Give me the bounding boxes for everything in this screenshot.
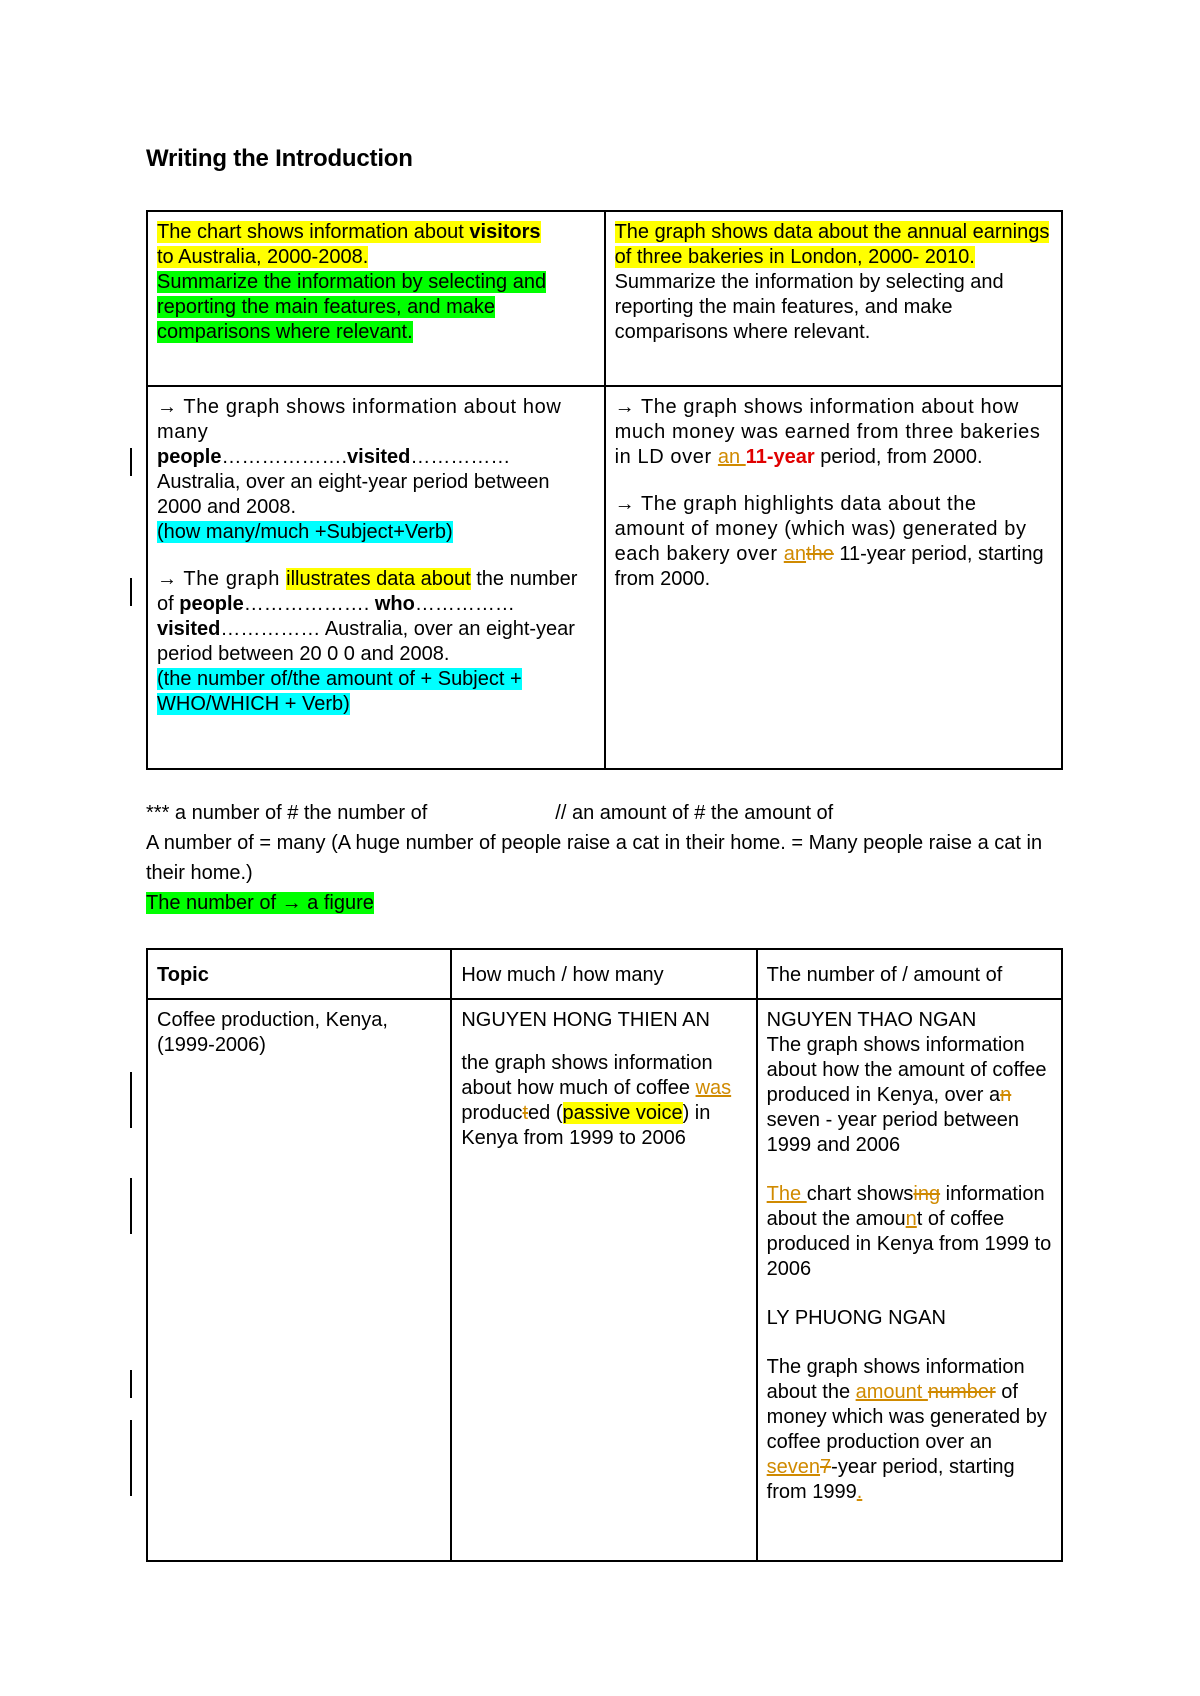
note-line: The number of → a figure [146,892,374,914]
table-header-row [147,949,1062,999]
header-how-much: How much / how many [451,949,756,999]
number-of-cell: NGUYEN THAO NGAN The graph shows information about how the amount of coffee produced in Kenya, over an seven - year period between 1999 and 2006 The chart showsing information about the amount of coffee produced in Kenya from 1999 to 2006 LY PHUONG NGAN The graph shows information about the amount number of money which was generated by coffee production over an seven7-year period, starting from 1999. [757,999,1062,1561]
revision-bar [130,1178,132,1234]
answers-bakeries-cell: → The graph shows information about how much money was earned from three bakeries in LD over an 11-year period, from 2000. → The graph highlights data about the amount of money (which was) generated by each bakery over anthe 11-year period, starting from 2000. [605,386,1062,769]
header-topic: Topic [147,949,451,999]
revision-bar [130,448,132,476]
prompt-line: to Australia, 2000-2008. [157,246,369,268]
topic-cell: Coffee production, Kenya, (1999-2006) [147,999,451,1561]
note-line: *** a number of # the number of // an amount of # the amount of [146,802,834,824]
notes-section [146,798,1076,918]
revision-bar [130,578,132,606]
intro-examples-table [146,210,1063,770]
revision-bar [130,1370,132,1398]
note-line: A number of = many (A huge number of people raise a cat in their home. = Many people raise a cat in their home.) [146,832,1043,884]
student-name: LY PHUONG NGAN [766,1307,946,1329]
topic-examples-table [146,948,1063,1562]
answers-visitors-cell: → The graph shows information about how many people……………….visited…………… Australia, over an eight-year period between 2000 and 2008. (how many/much +Subject+Verb) → The graph illustrates data about the number of people………………. who…………… visited…………… Australia, over an eight-year period between 20 0 0 and 2008. (the number of/the amount of + Subject + WHO/WHICH + Verb) [147,386,605,769]
student-name: NGUYEN HONG THIEN AN [461,1009,710,1031]
table-row [147,211,1062,386]
table-row [147,386,1062,769]
how-much-cell: NGUYEN HONG THIEN AN the graph shows information about how much of coffee was producted (passive voice) in Kenya from 1999 to 2006 [451,999,756,1561]
page-title: Writing the Introduction [146,145,413,172]
student-name: NGUYEN THAO NGAN [766,1009,977,1031]
formula-how-many: (how many/much +Subject+Verb) [157,521,453,543]
prompt-line: The chart shows information about visitors [157,221,541,243]
header-the-number-of: The number of / amount of [757,949,1062,999]
prompt-instruction: Summarize the information by selecting and reporting the main features, and make comparisons where relevant. [157,271,547,343]
prompt-visitors-cell [147,211,605,386]
prompt-bakeries-cell [605,211,1062,386]
highlight-phrase: illustrates data about [286,568,471,590]
prompt-line: The graph shows data about the annual earnings of three bakeries in London, 2000- 2010. [614,221,1050,268]
prompt-instruction: Summarize the information by selecting and reporting the main features, and make comparisons where relevant. [614,271,1004,343]
revision-bar [130,1072,132,1128]
revision-bar [130,1420,132,1496]
formula-the-number-of: (the number of/the amount of + Subject + WHO/WHICH + Verb) [157,668,522,715]
table-row [147,999,1062,1561]
